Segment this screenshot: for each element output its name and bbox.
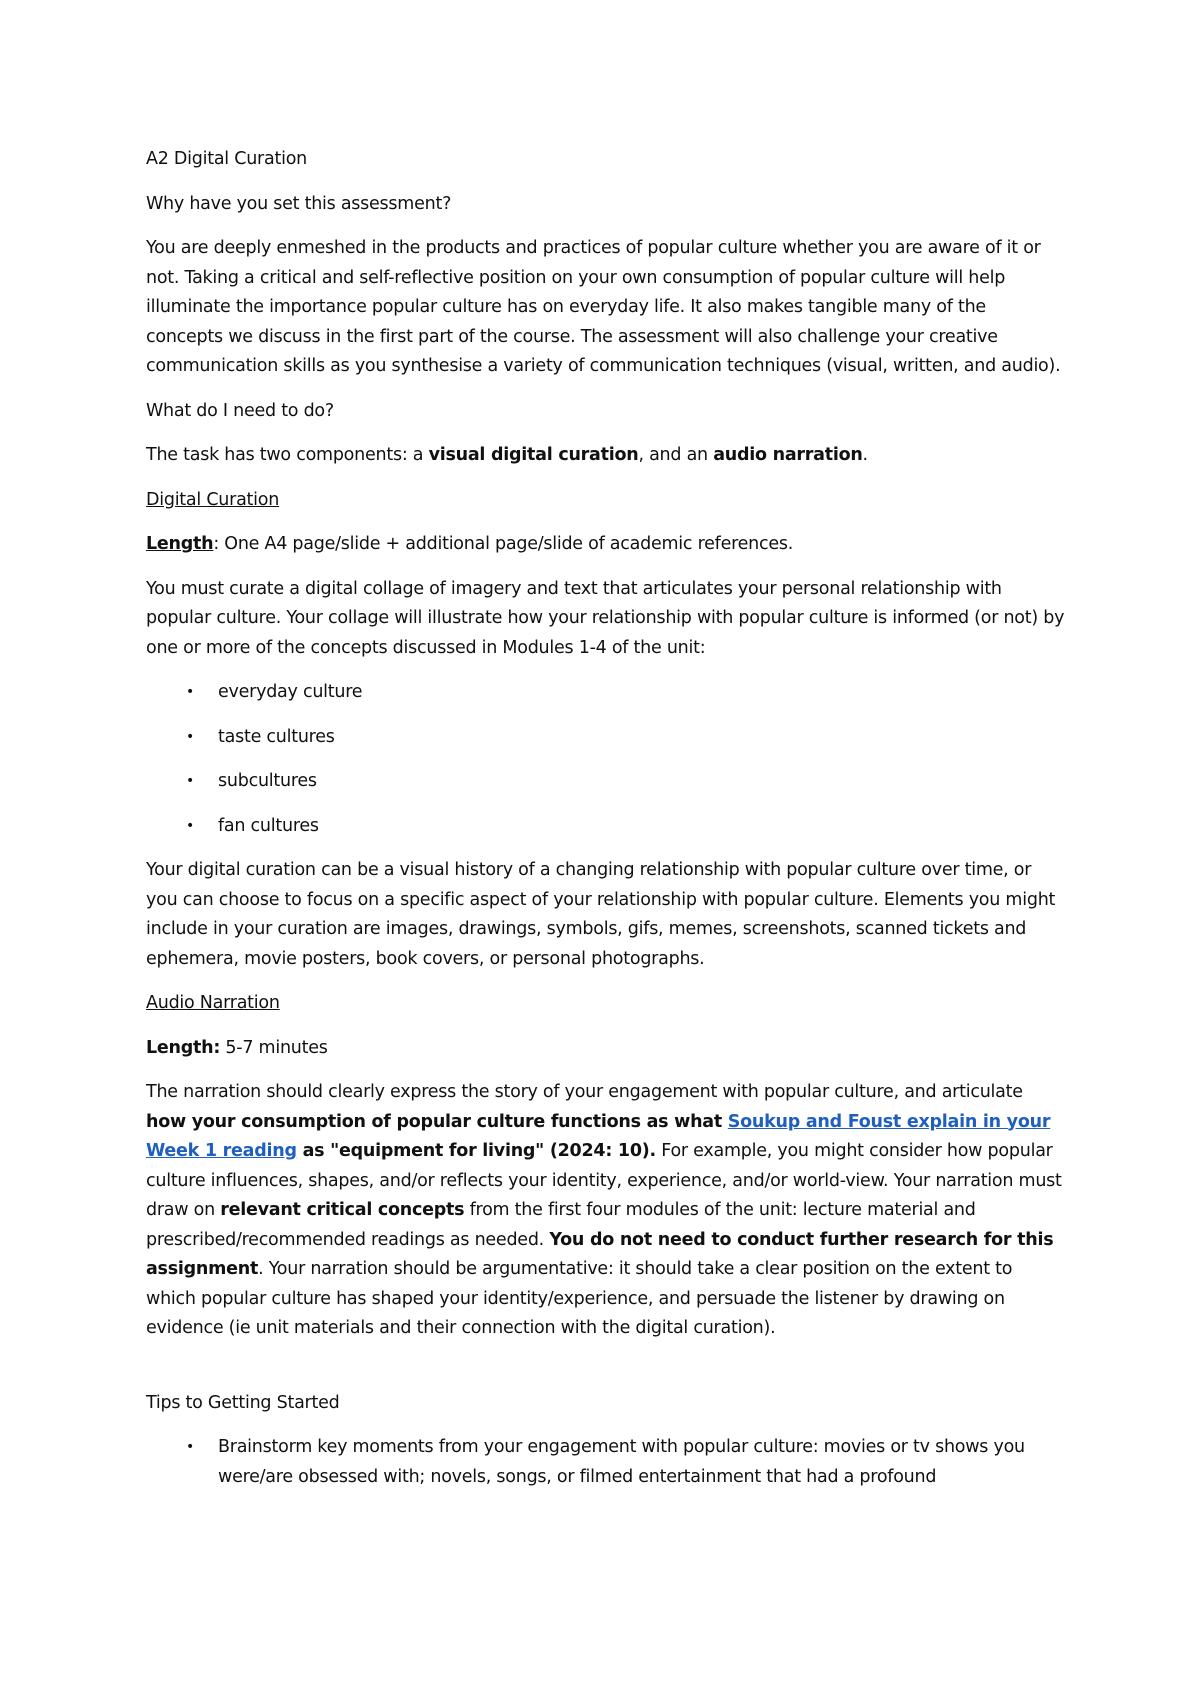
list-item bbox=[146, 678, 1066, 708]
what-heading: What do I need to do? bbox=[146, 400, 334, 421]
list-item bbox=[146, 1433, 1066, 1492]
narration-emphasis: how your consumption of popular culture functions as what bbox=[146, 1111, 728, 1132]
soukup-foust-reading-link[interactable]: Soukup and Foust explain in your Week 1 reading bbox=[146, 1111, 1051, 1161]
task-component-visual: visual digital curation bbox=[428, 445, 639, 465]
spacer bbox=[146, 1359, 1066, 1389]
audio-narration-heading: Audio Narration bbox=[146, 993, 280, 1013]
digital-curation-paragraph: You must curate a digital collage of imagery and text that articulates your personal relationship with popular culture. Your collage will illustrate how your relationship with popular culture is informed (or not) by one or more of the concepts discussed in Modules 1-4 of the unit: bbox=[146, 578, 1065, 658]
digital-curation-length bbox=[146, 530, 1066, 560]
list-item bbox=[146, 767, 1066, 797]
list-item bbox=[146, 723, 1066, 753]
list-item-label: everyday culture bbox=[218, 682, 363, 702]
length-value: : One A4 page/slide + additional page/slide of academic references. bbox=[213, 534, 794, 554]
task-component-audio: audio narration bbox=[713, 445, 863, 465]
task-middle: , and an bbox=[638, 445, 714, 465]
bullet-icon: • bbox=[186, 728, 195, 745]
concepts-list bbox=[146, 678, 1066, 841]
audio-narration-length bbox=[146, 1034, 1066, 1064]
bullet-icon: • bbox=[186, 773, 195, 789]
why-heading: Why have you set this assessment? bbox=[146, 193, 452, 214]
narration-emphasis: You do not need to conduct further research for this assignment bbox=[146, 1229, 1054, 1279]
tips-list bbox=[146, 1433, 1066, 1492]
list-item-label: subcultures bbox=[218, 771, 317, 791]
narration-text: For example, you might consider how popular culture influences, shapes, and/or reflects your identity, experience, and/or world-view. Your narration must draw on bbox=[146, 1141, 1062, 1220]
task-prefix: The task has two components: a bbox=[146, 445, 429, 465]
length-label: Length bbox=[146, 534, 214, 554]
bullet-icon: • bbox=[186, 1439, 195, 1455]
digital-curation-paragraph-2: Your digital curation can be a visual history of a changing relationship with popular culture over time, or you can choose to focus on a specific aspect of your relationship with popular culture. Elements you might include in your curation are images, drawings, symbols, gifs, memes, screenshots, scanned tickets and ephemera, movie posters, book covers, or personal photographs. bbox=[146, 860, 1056, 969]
bullet-icon: • bbox=[186, 817, 195, 834]
tips-heading: Tips to Getting Started bbox=[146, 1392, 340, 1413]
audio-narration-paragraph bbox=[146, 1078, 1066, 1344]
narration-emphasis: relevant critical concepts bbox=[220, 1200, 465, 1220]
list-item-label: taste cultures bbox=[218, 726, 335, 747]
narration-text: from the first four modules of the unit: lecture material and prescribed/recommended readings as needed. bbox=[146, 1200, 976, 1250]
bullet-icon: • bbox=[186, 684, 195, 700]
task-paragraph bbox=[146, 441, 1066, 471]
why-paragraph: You are deeply enmeshed in the products and practices of popular culture whether you are aware of it or not. Taking a critical and self-reflective position on your own consumption of popular culture will help illuminate the importance popular culture has on everyday life. It also makes tangible many of the concepts we discuss in the first part of the course. The assessment will also challenge your creative communication skills as you synthesise a variety of communication techniques (visual, written, and audio). bbox=[146, 238, 1061, 376]
task-suffix: . bbox=[862, 445, 868, 465]
narration-emphasis: as "equipment for living" (2024: 10). bbox=[296, 1141, 656, 1161]
document-title: A2 Digital Curation bbox=[146, 149, 307, 169]
document-page bbox=[146, 145, 1066, 1507]
narration-text: . Your narration should be argumentative: it should take a clear position on the extent to which popular culture has shaped your identity/experience, and persuade the listener by drawing on evidence (ie unit materials and their connection with the digital curation). bbox=[146, 1259, 1013, 1338]
list-item bbox=[146, 812, 1066, 842]
length-value: 5-7 minutes bbox=[220, 1037, 328, 1058]
list-item-label: fan cultures bbox=[218, 815, 319, 836]
digital-curation-heading: Digital Curation bbox=[146, 489, 280, 510]
narration-text: The narration should clearly express the story of your engagement with popular culture, and articulate bbox=[146, 1082, 1023, 1102]
list-item-label: Brainstorm key moments from your engagement with popular culture: movies or tv shows you were/are obsessed with; novels, songs, or filmed entertainment that had a profound bbox=[218, 1437, 1025, 1487]
length-label: Length: bbox=[146, 1037, 221, 1058]
